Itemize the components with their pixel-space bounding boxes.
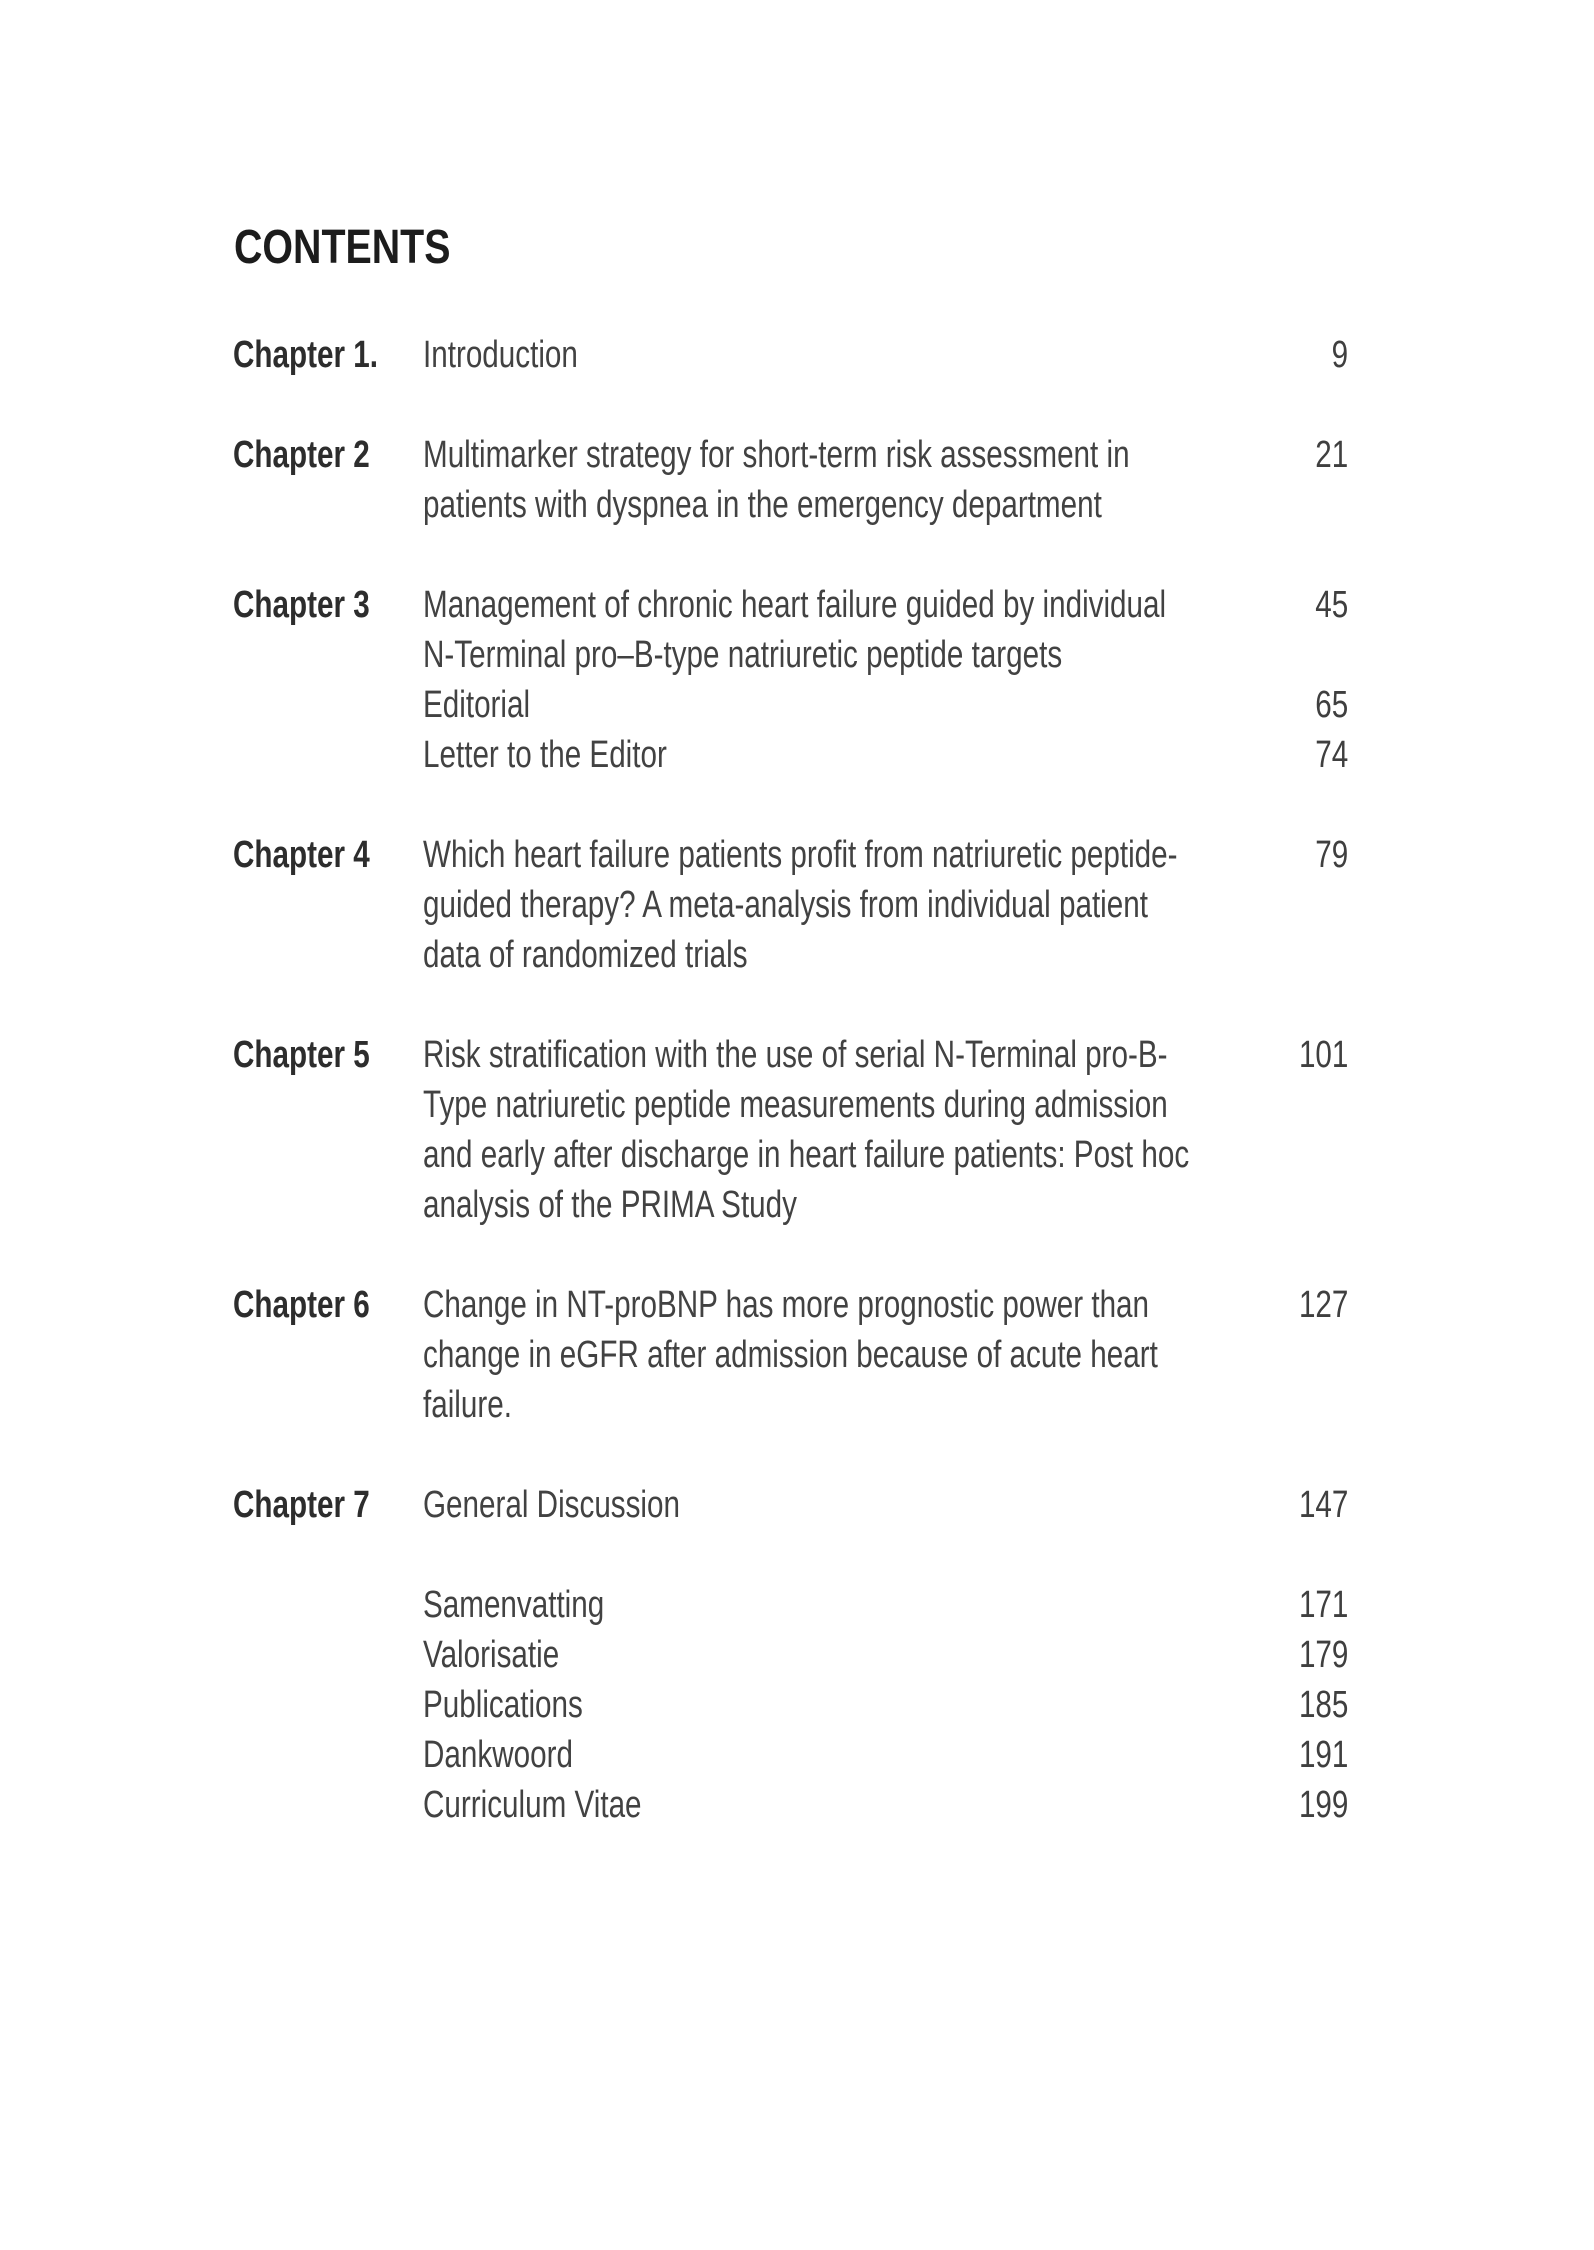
toc-row-title-cell xyxy=(423,830,1178,880)
toc-row-page-cell xyxy=(1160,480,1348,530)
chapter-label: Chapter 4 xyxy=(233,834,370,876)
toc-row xyxy=(233,1080,1594,1130)
toc-row-title-cell xyxy=(423,1730,1160,1780)
entry-title: Risk stratification with the use of serial N-Terminal pro-B- xyxy=(423,1034,1168,1076)
toc-row-page-cell xyxy=(1160,880,1348,930)
toc-row-page-cell xyxy=(1160,1580,1348,1630)
page-number: 171 xyxy=(1298,1584,1348,1626)
toc-row-label-cell xyxy=(233,1680,423,1730)
toc-row-page-cell xyxy=(1160,1480,1348,1530)
entry-title: N-Terminal pro–B-type natriuretic peptide targets xyxy=(423,634,1063,676)
toc-row-title-cell xyxy=(423,1080,1168,1130)
toc-row-title-cell xyxy=(423,1330,1160,1380)
toc-row-title-cell xyxy=(423,1630,1160,1680)
toc-row-label-cell xyxy=(233,1630,423,1680)
page-number: 127 xyxy=(1298,1284,1348,1326)
toc-block xyxy=(0,1580,1594,1830)
toc-row-page-cell xyxy=(1160,1680,1348,1730)
toc-row-label-cell xyxy=(233,1080,423,1130)
toc-row-page-cell xyxy=(1160,930,1348,980)
page-number: 179 xyxy=(1298,1634,1348,1676)
toc-row xyxy=(233,830,1594,880)
toc-row-title-cell xyxy=(423,630,1160,680)
toc-row-page-cell xyxy=(1160,330,1348,380)
toc-row-label-cell xyxy=(233,1580,423,1630)
toc-row-title-cell xyxy=(423,580,1167,630)
toc-row-page-cell xyxy=(1160,1630,1348,1680)
toc-row-label-cell xyxy=(233,680,423,730)
entry-title: Multimarker strategy for short-term risk assessment in xyxy=(423,434,1130,476)
toc-row xyxy=(233,1680,1594,1730)
toc-row-label-cell xyxy=(233,730,423,780)
toc-block xyxy=(0,1280,1594,1430)
toc-row-page-cell xyxy=(1160,1380,1348,1430)
toc-row-page-cell xyxy=(1160,630,1348,680)
page-number: 21 xyxy=(1315,434,1348,476)
chapter-label: Chapter 3 xyxy=(233,584,370,626)
page-number: 65 xyxy=(1315,684,1348,726)
toc-row-label-cell xyxy=(233,330,423,380)
toc-row-page-cell xyxy=(1160,730,1348,780)
toc-row-label-cell xyxy=(233,880,423,930)
toc-row-title-cell xyxy=(423,1580,1160,1630)
toc-row xyxy=(233,1180,1594,1230)
page-number: 185 xyxy=(1298,1684,1348,1726)
toc-row xyxy=(233,630,1594,680)
toc-row-page-cell xyxy=(1160,580,1348,630)
toc-row xyxy=(233,930,1594,980)
entry-title: Editorial xyxy=(423,684,531,726)
toc-row-title-cell xyxy=(423,480,1160,530)
page-number: 79 xyxy=(1315,834,1348,876)
chapter-label: Chapter 2 xyxy=(233,434,370,476)
toc-row-page-cell xyxy=(1160,830,1348,880)
toc-row-title-cell xyxy=(423,1030,1168,1080)
entry-title: data of randomized trials xyxy=(423,934,748,976)
toc-row-label-cell xyxy=(233,1280,423,1330)
entry-title: Change in NT-proBNP has more prognostic power than xyxy=(423,1284,1150,1326)
chapter-label: Chapter 1. xyxy=(233,334,378,376)
page-number: 45 xyxy=(1315,584,1348,626)
entry-title: Introduction xyxy=(423,334,578,376)
toc-row-title-cell xyxy=(423,430,1160,480)
page-number: 199 xyxy=(1298,1784,1348,1826)
toc-row xyxy=(233,1630,1594,1680)
toc-row xyxy=(233,1130,1594,1180)
toc-row-page-cell xyxy=(1160,1180,1348,1230)
entry-title: General Discussion xyxy=(423,1484,680,1526)
toc-row-title-cell xyxy=(423,330,1160,380)
toc-row-label-cell xyxy=(233,430,423,480)
toc-row-title-cell xyxy=(423,1780,1160,1830)
entry-title: failure. xyxy=(423,1384,512,1426)
entry-title: Management of chronic heart failure guided by individual xyxy=(423,584,1167,626)
toc-row xyxy=(233,580,1594,630)
toc-row-label-cell xyxy=(233,1780,423,1830)
toc-row xyxy=(233,1480,1594,1530)
toc-row-label-cell xyxy=(233,480,423,530)
toc-row xyxy=(233,1030,1594,1080)
toc-row xyxy=(233,1730,1594,1780)
entry-title: Valorisatie xyxy=(423,1634,560,1676)
entry-title: change in eGFR after admission because of acute heart xyxy=(423,1334,1158,1376)
toc-row-page-cell xyxy=(1160,430,1348,480)
page-number: 101 xyxy=(1298,1034,1348,1076)
toc-row-label-cell xyxy=(233,580,423,630)
toc-row-label-cell xyxy=(233,1380,423,1430)
entry-title: Type natriuretic peptide measurements during admission xyxy=(423,1084,1168,1126)
toc-row-label-cell xyxy=(233,930,423,980)
toc-block xyxy=(0,830,1594,980)
toc-row xyxy=(233,330,1594,380)
toc-row xyxy=(233,1330,1594,1380)
entry-title: guided therapy? A meta-analysis from individual patient xyxy=(423,884,1148,926)
toc-row-title-cell xyxy=(423,730,1160,780)
toc-row-page-cell xyxy=(1160,1080,1348,1130)
page-title: CONTENTS xyxy=(234,221,451,274)
entry-title: and early after discharge in heart failure patients: Post hoc xyxy=(423,1134,1190,1176)
page-number: 9 xyxy=(1331,334,1348,376)
toc-list xyxy=(0,330,1594,1880)
toc-row-label-cell xyxy=(233,1480,423,1530)
toc-row xyxy=(233,1780,1594,1830)
toc-row-title-cell xyxy=(423,1180,1160,1230)
toc-row-title-cell xyxy=(423,1380,1160,1430)
toc-row-title-cell xyxy=(423,1280,1160,1330)
toc-row-page-cell xyxy=(1160,1780,1348,1830)
toc-row-page-cell xyxy=(1160,1330,1348,1380)
toc-row-page-cell xyxy=(1160,1030,1348,1080)
toc-row-label-cell xyxy=(233,830,423,880)
toc-row-title-cell xyxy=(423,1130,1190,1180)
chapter-label: Chapter 5 xyxy=(233,1034,370,1076)
toc-row-label-cell xyxy=(233,1180,423,1230)
toc-block xyxy=(0,430,1594,530)
entry-title: Letter to the Editor xyxy=(423,734,667,776)
toc-row-title-cell xyxy=(423,680,1160,730)
page-number: 147 xyxy=(1298,1484,1348,1526)
toc-row xyxy=(233,1380,1594,1430)
page-number: 74 xyxy=(1315,734,1348,776)
toc-row-label-cell xyxy=(233,1330,423,1380)
entry-title: patients with dyspnea in the emergency department xyxy=(423,484,1102,526)
entry-title: analysis of the PRIMA Study xyxy=(423,1184,797,1226)
toc-row-page-cell xyxy=(1160,1730,1348,1780)
toc-row-title-cell xyxy=(423,1480,1160,1530)
toc-row-title-cell xyxy=(423,930,1160,980)
toc-row-label-cell xyxy=(233,630,423,680)
entry-title: Which heart failure patients profit from natriuretic peptide- xyxy=(423,834,1178,876)
toc-row-label-cell xyxy=(233,1730,423,1780)
toc-row xyxy=(233,880,1594,930)
toc-block xyxy=(0,580,1594,780)
toc-row xyxy=(233,480,1594,530)
entry-title: Curriculum Vitae xyxy=(423,1784,642,1826)
entry-title: Samenvatting xyxy=(423,1584,605,1626)
toc-row-page-cell xyxy=(1160,680,1348,730)
entry-title: Publications xyxy=(423,1684,583,1726)
entry-title: Dankwoord xyxy=(423,1734,573,1776)
toc-row-label-cell xyxy=(233,1130,423,1180)
toc-row-title-cell xyxy=(423,880,1160,930)
toc-row-title-cell xyxy=(423,1680,1160,1730)
toc-block xyxy=(0,330,1594,380)
toc-row xyxy=(233,730,1594,780)
chapter-label: Chapter 7 xyxy=(233,1484,370,1526)
toc-row xyxy=(233,1580,1594,1630)
toc-row-label-cell xyxy=(233,1030,423,1080)
page-number: 191 xyxy=(1298,1734,1348,1776)
toc-block xyxy=(0,1030,1594,1230)
toc-row xyxy=(233,430,1594,480)
toc-row-page-cell xyxy=(1160,1280,1348,1330)
chapter-label: Chapter 6 xyxy=(233,1284,370,1326)
toc-row xyxy=(233,680,1594,730)
toc-row xyxy=(233,1280,1594,1330)
toc-block xyxy=(0,1480,1594,1530)
